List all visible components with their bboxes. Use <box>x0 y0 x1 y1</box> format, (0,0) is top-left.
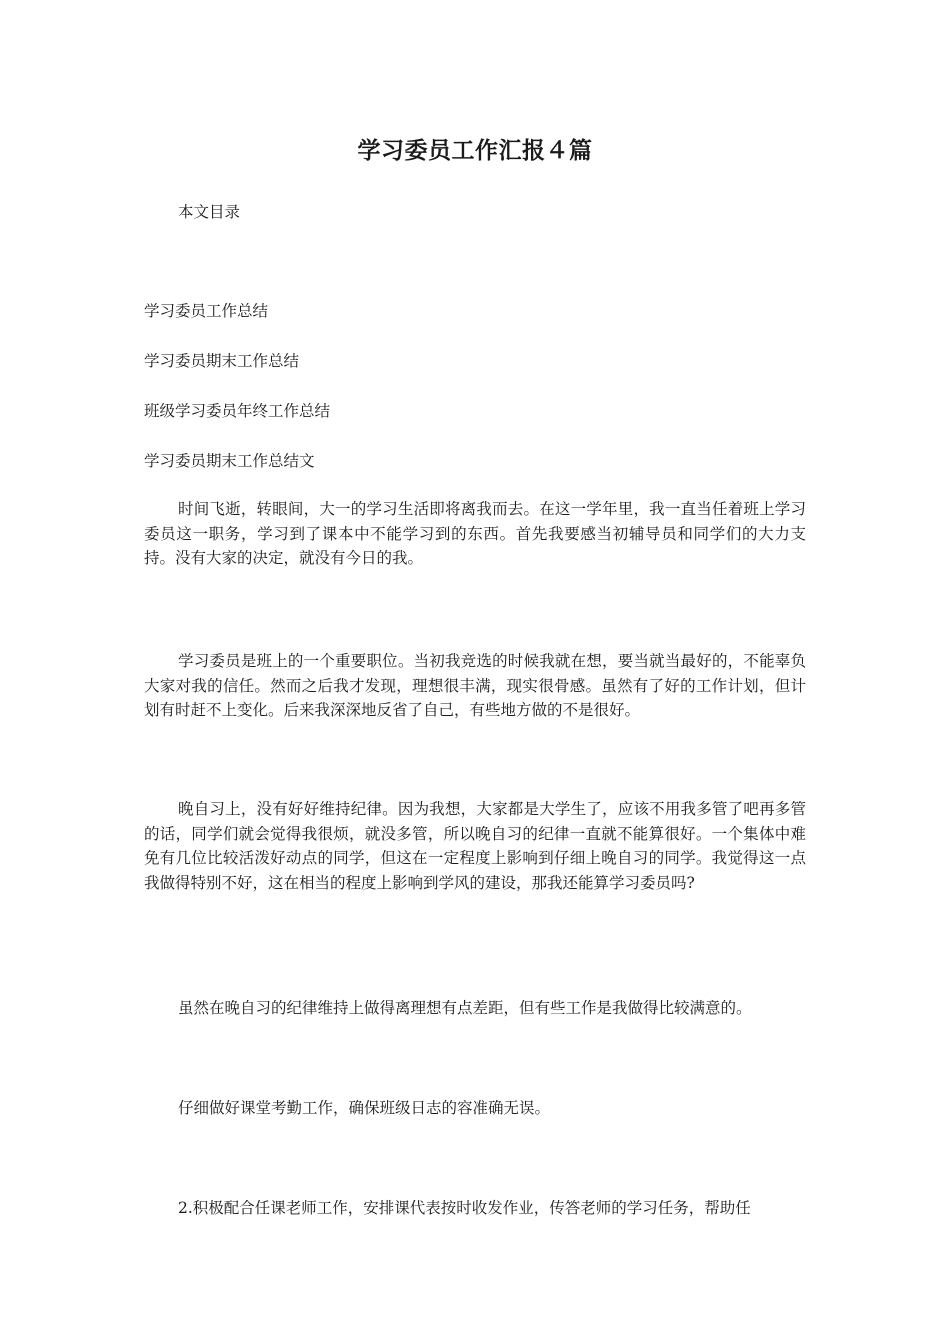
toc-item: 班级学习委员年终工作总结 <box>144 402 331 420</box>
toc-item: 学习委员期末工作总结 <box>144 352 300 370</box>
toc-item: 学习委员期末工作总结文 <box>144 452 315 470</box>
body-paragraph: 时间飞逝，转眼间，大一的学习生活即将离我而去。在这一学年里，我一直当任着班上学习委员这一职务，学习到了课本中不能学习到的东西。首先我要感当初辅导员和同学们的大力支持。没有大家的决定，就没有今日的我。 <box>144 500 806 567</box>
body-paragraph: 虽然在晚自习的纪律维持上做得离理想有点差距，但有些工作是我做得比较满意的。 <box>178 999 752 1017</box>
body-paragraph: 晚自习上，没有好好维持纪律。因为我想，大家都是大学生了，应该不用我多管了吧再多管的话，同学们就会觉得我很烦，就没多管，所以晚自习的纪律一直就不能算很好。一个集体中难免有几位比较活泼好动点的同学，但这在一定程度上影响到仔细上晚自习的同学。我觉得这一点我做得特别不好，这在相当的程度上影响到学风的建设，那我还能算学习委员吗? <box>144 800 806 892</box>
body-paragraph: 仔细做好课堂考勤工作，确保班级日志的容准确无误。 <box>178 1099 551 1117</box>
toc-heading: 本文目录 <box>178 203 241 221</box>
body-paragraph: 学习委员是班上的一个重要职位。当初我竞选的时候我就在想，要当就当最好的，不能辜负大家对我的信任。然而之后我才发现，理想很丰满，现实很骨感。虽然有了好的工作计划，但计划有时赶不上变化。后来我深深地反省了自己，有些地方做的不是很好。 <box>144 652 806 719</box>
document-title: 学习委员工作汇报４篇 <box>357 138 593 164</box>
toc-item: 学习委员工作总结 <box>144 302 269 320</box>
body-paragraph: 2.积极配合任课老师工作，安排课代表按时收发作业，传答老师的学习任务，帮助任 <box>178 1199 751 1217</box>
